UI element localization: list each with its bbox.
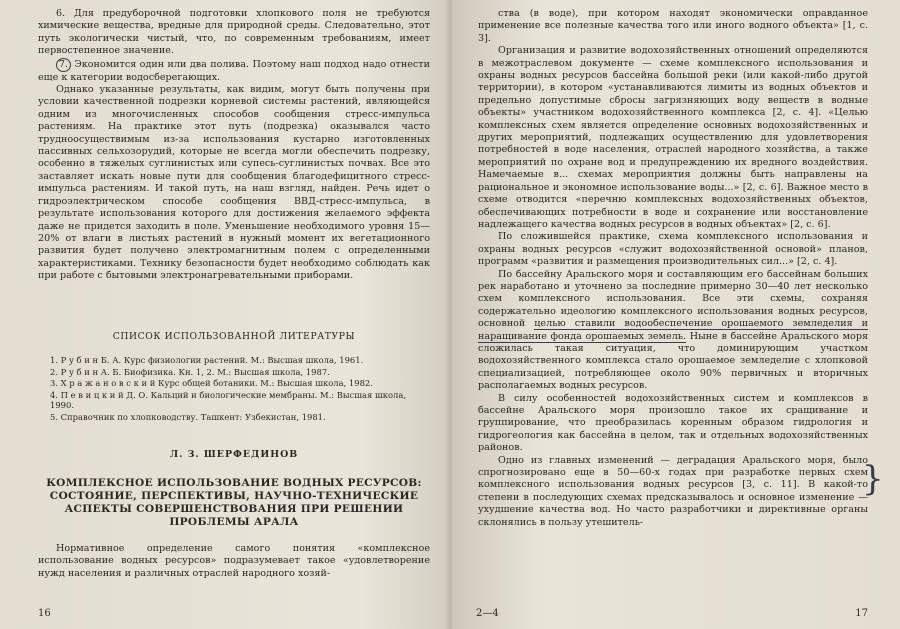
right-paragraph-4 — [478, 269, 868, 393]
left-paragraph-7-text: Экономится один или два полива. Поэтому наш подход надо отнести еще к категории водосберегающих. — [38, 58, 430, 83]
article-title: КОМПЛЕКСНОЕ ИСПОЛЬЗОВАНИЕ ВОДНЫХ РЕСУРСОВ: СОСТОЯНИЕ, ПЕРСПЕКТИВЫ, НАУЧНО-ТЕХНИЧЕСКИЕ АСПЕКТЫ СОВЕРШЕНСТВОВАНИЯ ПРИ РЕШЕНИИ ПРОБЛЕМЫ АРАЛА — [46, 476, 422, 528]
references-title: СПИСОК ИСПОЛЬЗОВАННОЙ ЛИТЕРАТУРЫ — [112, 330, 356, 342]
left-page — [38, 8, 430, 620]
article-author: Л. З. ШЕРФЕДИНОВ — [169, 448, 299, 460]
article-opening-paragraph: Нормативное определение самого понятия «комплексное использование водных ресурсов» подразумевает такое «удовлетворение нужд населения и различных отраслей народного хозяй- — [38, 542, 430, 579]
references-list — [38, 355, 430, 423]
reference-item: 2. Р у б и н А. Б. Биофизика. Кн. 1, 2. М.: Высшая школа, 1987. — [50, 366, 330, 377]
right-paragraph-5: В силу особенностей водохозяйственных систем и комплексов в бассейне Аральского моря произошло такое их сращивание и группирование, что преобразилась коренным образом гидрология и гидрогеология как бассейна в целом, так и отдельных водохозяйственных районов. — [478, 392, 868, 454]
reference-item: 5. Справочник по хлопководству. Ташкент: Узбекистан, 1981. — [50, 411, 326, 422]
reference-item: 3. Х р а ж а н о в с к и й Курс общей ботаники. М.: Высшая школа, 1982. — [50, 378, 373, 389]
book-gutter — [446, 0, 454, 629]
right-paragraph-3: По сложившейся практике, схема комплексного использования и охраны водных ресурсов «служит водохозяйственной основой» планов, программ «развития и размещения производительных сил...» [2, с. 4]. — [478, 231, 868, 268]
right-paragraph-4-text-b: Ныне в бассейне Аральского моря сложилась такая ситуация, что доминирующим участком водохозяйственного комплекса стало орошаемое земледелие с хлопковой специализацией, потребляющее около 90% первичных и вторичных располагаемых водных ресурсов. — [478, 330, 869, 392]
page-number-left: 16 — [38, 608, 51, 619]
right-paragraph-1: ства (в воде), при котором находят экономически оправданное применение все полезные качества того или иного водного объекта» [1, с. 3]. — [478, 8, 868, 44]
page-number-right: 17 — [855, 608, 868, 619]
left-paragraph-main: Однако указанные результаты, как видим, могут быть получены при условии качественной подрезки корневой системы растений, являющейся одним из многочисленных способов сообщения стресс-импульса растениям. На практике этот путь (подрезка) оказывался часто трудноосуществимым из-за использования кустарно изготовленных пассивных сельхозорудий, которые не всегда могли обеспечить подрезку, особенно в тяжелых суглинистых или супесь-суглинистых почвах. Все это заставляет искать новые пути для сообщения благодефицитного стресс-импульса растениям. И такой путь, на наш взгляд, найден. Речь идет о гидроэлектрическом способе сообщения ВВД-стресс-импульса, в результате использования которого для достижения желаемого эффекта даже не придется заходить в поле. Уменьшение необходимого уровня 15—20% от влаги в листьях растений в нужный момент их вегетационного развития будет получено электромагнитным полем с определенными характеристиками. Технику безопасности будет необходимо соблюдать как при работе с бытовыми электронагревательными приборами. — [38, 84, 430, 282]
right-paragraph-6: Одно из главных изменений — деградация Аральского моря, было спрогнозировано еще в 50—60-х годах при разработке первых схем комплексного использования водных ресурсов [3, с. 11]. В какой-то степени в последующих схемах предсказывалось и основное изменение — ухудшение качества вод. Но часто разработчики и директивные органы склонялись в пользу утешитель- — [478, 454, 868, 528]
handwritten-circle-7: 7. — [56, 58, 71, 72]
right-paragraph-2: Организация и развитие водохозяйственных отношений определяются в межотраслевом документе — схеме комплексного использования и охраны водных ресурсов бассейна большой реки (или какой-либо другой территории), в котором «устанавливаются лимиты из водных объектов и предельно допустимые сбросы загрязняющих воду веществ в водные объекты» участником водохозяйственного комплекса [2, с. 4]. «Целью комплексных схем является определение основных водохозяйственных и других мероприятий, подлежащих осуществлению для удовлетворения потребностей в воде населения, отраслей народного хозяйства, а также мероприятий по охране вод и предупреждению их вредного воздействия. Намечаемые в... схемах мероприятия должны быть направлены на рациональное и экономное использование воды...» [2, с. 6]. Важное место в схеме отводится «перечню комплексных водохозяйственных объектов, обеспечивающих потребности в воде и сохранение или восстановление надлежащего качества водных ресурсов в водных объектах» [2, с. 6]. — [478, 45, 868, 230]
right-page — [478, 8, 868, 620]
handwritten-underline-text: целью ставили водообеспечение орошаемого земледелия и наращивание фонда орошаемых земель. — [478, 318, 868, 342]
reference-item: 4. П е в и ц к и й Д. О. Кальций и биологические мембраны. М.: Высшая школа, 1990. — [50, 389, 406, 411]
printer-signature-mark: 2—4 — [476, 608, 499, 619]
left-paragraph-7 — [38, 58, 430, 84]
handwritten-brace-mark: } — [862, 459, 884, 499]
left-paragraph-6: 6. Для предуборочной подготовки хлопкового поля не требуются химические вещества, вредные для природной среды. Следовательно, этот путь экологически чистый, что, по современным требованиям, имеет первостепенное значение. — [38, 8, 430, 57]
right-paragraph-4-text-a: По бассейну Аральского моря и составляющим его бассейнам больших рек наработано и уточнено за последние примерно 30—40 лет несколько схем комплексного использования. Все эти схемы, сохраняя содержательно идеологию комплексного использования водных ресурсов, основной — [478, 268, 868, 330]
reference-item: 1. Р у б и н Б. А. Курс физиологии растений. М.: Высшая школа, 1961. — [50, 354, 364, 365]
